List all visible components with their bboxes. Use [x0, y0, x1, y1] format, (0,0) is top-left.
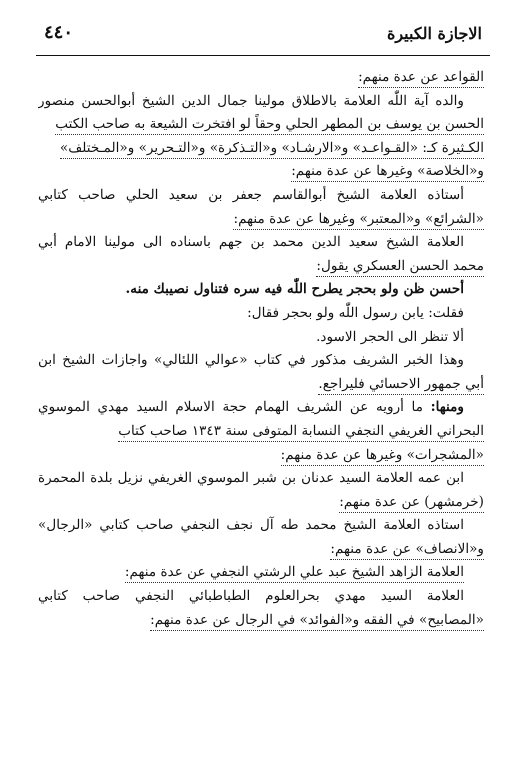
text-line: أستاذه العلامة الشيخ أبوالقاسم جعفر بن سعيد الحلي صاحب كتابي: [38, 186, 464, 203]
underlined-text: «المشجرات» وغيرها عن عدة منهم:: [281, 446, 484, 466]
text-line: ألا تنظر الى الحجر الاسود.: [316, 328, 464, 345]
text-line: [38, 160, 484, 184]
text-line: وهذا الخبر الشريف مذكور في كتاب «عوالي اللئالي» واجازات الشيخ ابن: [38, 352, 464, 369]
text-line: [38, 491, 484, 515]
underlined-text: أبي جمهور الاحسائي فليراجع.: [318, 375, 484, 395]
underlined-text: الكـثيرة كـ: «القـواعـد» و«الارشـاد» و«التـذكرة» و«التـحرير» و«المـختلف»: [60, 139, 484, 159]
page-body: [38, 66, 484, 632]
text-line: [38, 561, 484, 585]
text-line: ابن عمه العلامة السيد عدنان بن شبر الموسوي الغريفي نزيل بلدة المحمرة: [38, 470, 464, 487]
underlined-text: القواعد عن عدة منهم:: [358, 68, 484, 88]
text-line: [38, 538, 484, 562]
underlined-text: «الشرائع» و«المعتبر» وغيرها عن عدة منهم:: [233, 210, 484, 230]
page-number: ٤٤٠: [44, 22, 74, 43]
text-line: فقلت: يابن رسول اللّٰه ولو بحجر فقال:: [247, 304, 464, 321]
text-line: العلامة الشيخ سعيد الدين محمد بن جهم باسناده الى مولينا الامام أبي: [38, 234, 464, 251]
text-line: [38, 420, 484, 444]
underlined-text: العلامة الزاهد الشيخ عبد علي الرشتي النجفي عن عدة منهم:: [125, 563, 464, 583]
text-line: [38, 444, 484, 468]
text-line: أحسن ظن ولو بحجر يطرح اللّٰه فيه سره فتناول نصيبك منه.: [125, 281, 464, 298]
text-line: [38, 113, 484, 137]
page-header: [38, 20, 484, 50]
underlined-text: و«الانصاف» عن عدة منهم:: [330, 540, 484, 560]
underlined-text: (خرمشهر) عن عدة منهم:: [339, 493, 484, 513]
text-line: [38, 609, 484, 633]
running-title: الاجازة الكبيرة: [386, 24, 482, 43]
text-line: [38, 208, 484, 232]
text-line: استاذه العلامة الشيخ محمد طه آل نجف النجفي صاحب كتابي «الرجال»: [38, 517, 464, 534]
underlined-text: البحراني الغريفي النجفي النسابة المتوفى سنة ١٣٤٣ صاحب كتاب: [118, 422, 484, 442]
underlined-text: محمد الحسن العسكري يقول:: [316, 257, 484, 277]
text-line: [38, 137, 484, 161]
section-lead: ومنها:: [430, 399, 464, 416]
text-line: [38, 66, 484, 90]
text-line: [38, 255, 484, 279]
underlined-text: و«الخلاصة» وغيرها عن عدة منهم:: [291, 162, 484, 182]
section-text: ما أرويه عن الشريف الهمام حجة الاسلام السيد مهدي الموسوي: [38, 399, 431, 416]
text-line: [38, 373, 484, 397]
header-rule: [36, 55, 490, 56]
underlined-text: الحسن بن يوسف بن المطهر الحلي وحقاً لو افتخرت الشيعة به صاحب الكتب: [55, 115, 484, 135]
text-line: العلامة السيد مهدي بحرالعلوم الطباطبائي النجفي صاحب كتابي: [38, 588, 464, 605]
text-line: [38, 396, 484, 420]
underlined-text: «المصابيح» في الفقه و«الفوائد» في الرجال عن عدة منهم:: [150, 611, 484, 631]
text-line: والده آية اللّٰه العلامة بالاطلاق مولينا جمال الدين الشيخ أبوالحسن منصور: [38, 92, 464, 109]
